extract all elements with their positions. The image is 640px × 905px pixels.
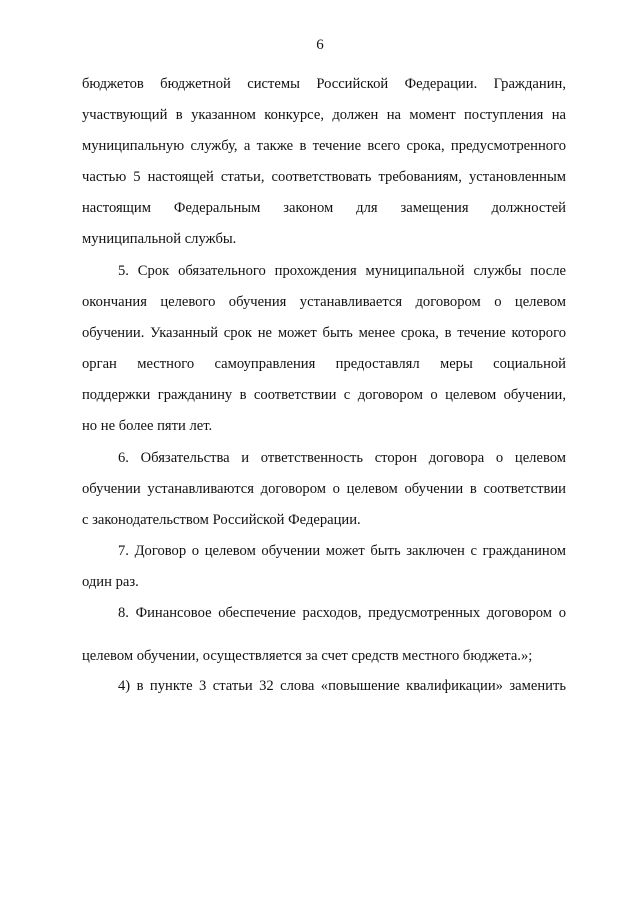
- text-line: но не более пяти лет.: [82, 418, 213, 434]
- text-line: с законодательством Российской Федерации.: [82, 512, 361, 528]
- text-line: обучении устанавливаются договором о целевом обучении в соответствии: [82, 481, 566, 497]
- text-line: целевом обучении, осуществляется за счет средств местного бюджета.»;: [82, 648, 533, 664]
- text-line: настоящим Федеральным законом для замещения должностей: [82, 200, 566, 216]
- paragraph-5: [82, 256, 566, 442]
- text-line: участвующий в указанном конкурсе, должен на момент поступления на: [82, 107, 566, 123]
- paragraph-amendment-4: [82, 671, 566, 702]
- paragraph-continuation: [82, 69, 566, 255]
- text-line: 6. Обязательства и ответственность сторон договора о целевом: [118, 450, 566, 466]
- text-line: муниципальной службы.: [82, 231, 237, 247]
- page-number: 6: [316, 37, 324, 53]
- text-line: один раз.: [82, 574, 139, 590]
- text-line: частью 5 настоящей статьи, соответствовать требованиям, установленным: [82, 169, 566, 185]
- paragraph-6: [82, 443, 566, 536]
- text-line: бюджетов бюджетной системы Российской Федерации. Гражданин,: [82, 76, 566, 92]
- text-line: окончания целевого обучения устанавливается договором о целевом: [82, 294, 566, 310]
- text-line: 5. Срок обязательного прохождения муниципальной службы после: [118, 263, 566, 279]
- text-line: 4) в пункте 3 статьи 32 слова «повышение квалификации» заменить: [118, 678, 566, 694]
- text-line: поддержки гражданину в соответствии с договором о целевом обучении,: [82, 387, 566, 403]
- text-line: орган местного самоуправления предоставлял меры социальной: [82, 356, 566, 372]
- text-line: 8. Финансовое обеспечение расходов, предусмотренных договором о: [118, 605, 566, 621]
- paragraph-8: [82, 598, 566, 672]
- paragraph-7: [82, 536, 566, 598]
- text-line: обучении. Указанный срок не может быть менее срока, в течение которого: [82, 325, 566, 341]
- text-line: муниципальную службу, а также в течение всего срока, предусмотренного: [82, 138, 566, 154]
- text-line: 7. Договор о целевом обучении может быть заключен с гражданином: [118, 543, 566, 559]
